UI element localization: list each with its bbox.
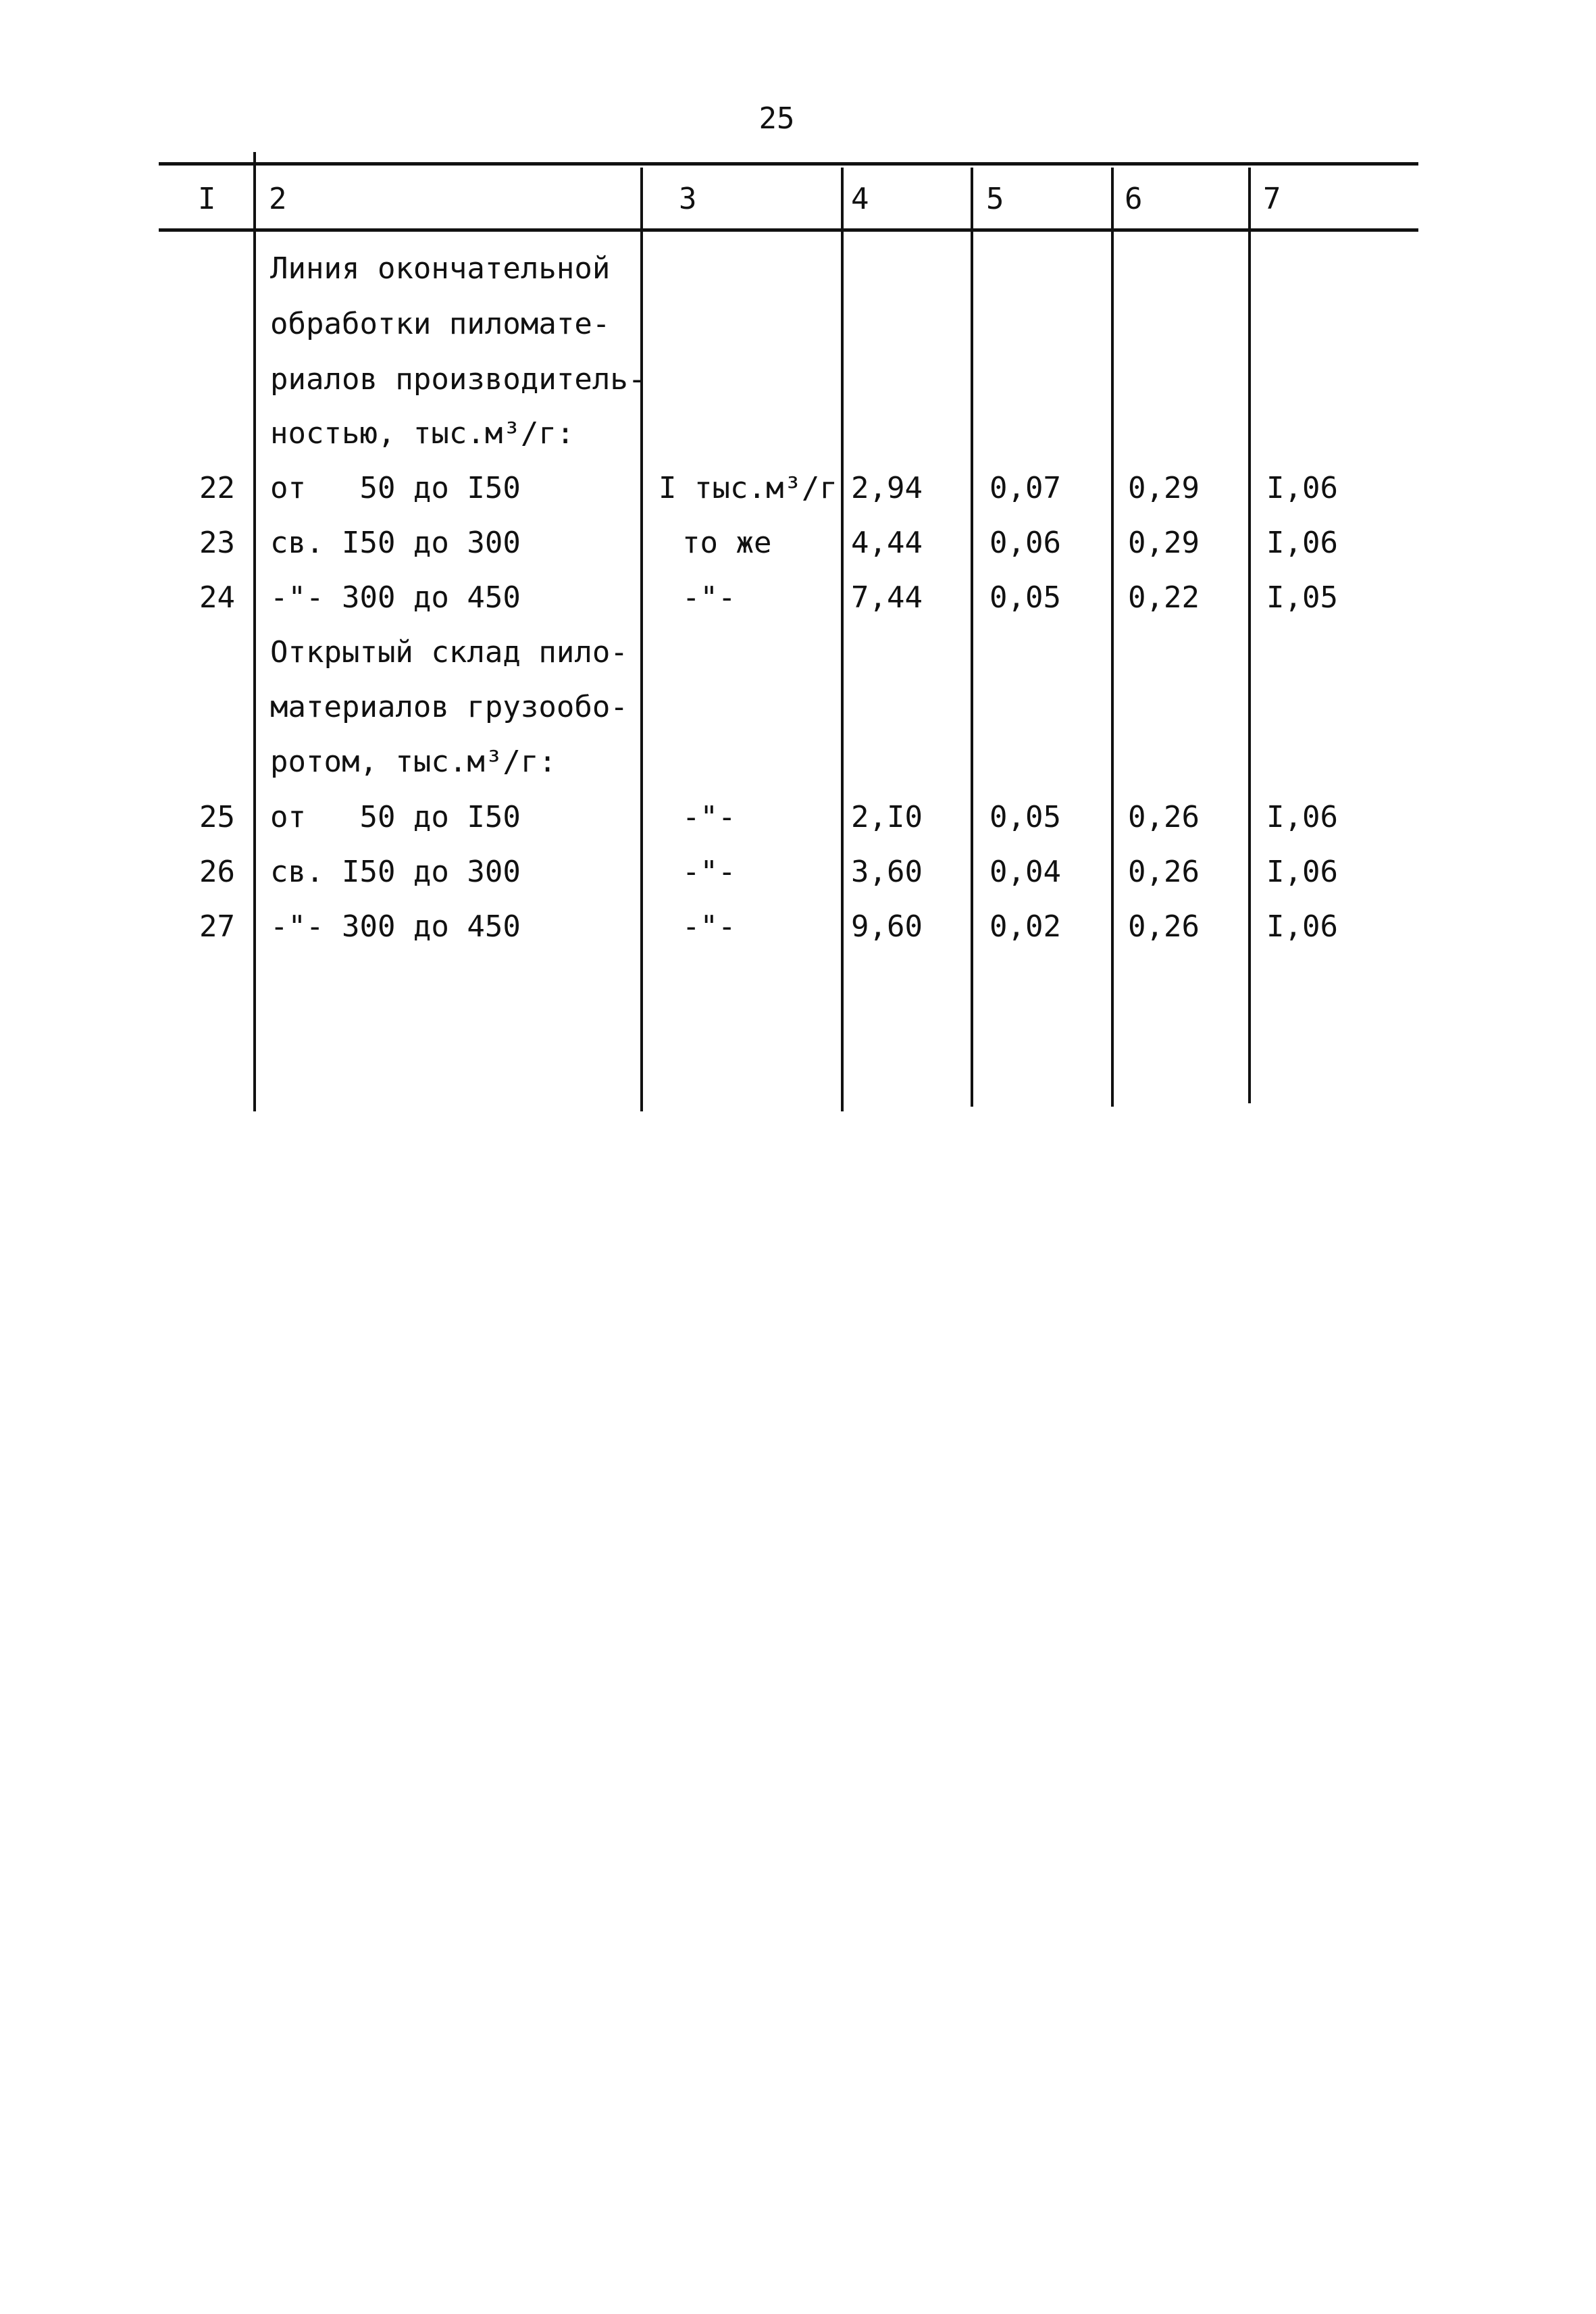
row-num: 24 [199,580,235,615]
row-col-6: 0,26 [1128,909,1200,944]
row-name: св. I50 до 300 [270,526,521,560]
column-divider-2 [640,168,643,1111]
row-col-6: 0,22 [1128,580,1200,615]
row-name: от 50 до I50 [270,800,521,834]
group-1-title-line-1: Линия окончательной [270,251,611,286]
row-col-6: 0,29 [1128,526,1200,560]
row-col-7: I,06 [1266,526,1338,560]
row-col-7: I,06 [1266,909,1338,944]
row-num: 25 [199,800,235,834]
header-col-3: 3 [679,182,697,216]
row-col-4: 2,I0 [851,800,923,834]
row-col-7: I,06 [1266,800,1338,834]
column-divider-1 [253,152,256,1111]
row-unit: -"- [682,800,736,834]
row-name: -"- 300 до 450 [270,909,521,944]
header-bottom-rule [159,228,1418,232]
row-col-5: 0,05 [989,800,1061,834]
table-top-rule [159,162,1418,166]
header-col-5: 5 [986,182,1004,216]
row-unit: то же [682,526,772,560]
row-name: св. I50 до 300 [270,855,521,889]
header-col-4: 4 [851,182,869,216]
row-col-5: 0,05 [989,580,1061,615]
row-col-4: 9,60 [851,909,923,944]
header-col-2: 2 [269,182,287,216]
row-num: 23 [199,526,235,560]
row-num: 22 [199,471,235,505]
header-col-7: 7 [1263,182,1281,216]
row-col-7: I,06 [1266,471,1338,505]
row-unit: -"- [682,855,736,889]
group-1-title-line-4: ностью, тыс.м³/г: [270,416,575,451]
row-col-4: 4,44 [851,526,923,560]
header-col-1: I [198,182,216,216]
column-divider-3 [841,168,844,1111]
row-name: от 50 до I50 [270,471,521,505]
row-col-6: 0,26 [1128,855,1200,889]
column-divider-5 [1111,168,1114,1107]
row-col-6: 0,29 [1128,471,1200,505]
row-num: 26 [199,855,235,889]
row-col-7: I,05 [1266,580,1338,615]
row-col-4: 3,60 [851,855,923,889]
column-divider-4 [971,168,973,1107]
row-col-5: 0,06 [989,526,1061,560]
group-2-title-line-1: Открытый склад пило- [270,635,628,670]
row-num: 27 [199,909,235,944]
group-1-title-line-3: риалов производитель- [270,362,646,397]
row-col-7: I,06 [1266,855,1338,889]
group-2-title-line-2: материалов грузообо- [270,690,628,724]
group-2-title-line-3: ротом, тыс.м³/г: [270,745,557,779]
column-divider-6 [1248,168,1251,1103]
row-col-4: 2,94 [851,471,923,505]
header-col-6: 6 [1125,182,1143,216]
row-unit: -"- [682,909,736,944]
row-col-5: 0,07 [989,471,1061,505]
row-unit: I тыс.м³/г [659,471,838,505]
page-number: 25 [758,101,795,136]
row-col-4: 7,44 [851,580,923,615]
row-name: -"- 300 до 450 [270,580,521,615]
row-col-5: 0,04 [989,855,1061,889]
row-col-6: 0,26 [1128,800,1200,834]
group-1-title-line-2: обработки пиломате- [270,307,611,341]
row-col-5: 0,02 [989,909,1061,944]
row-unit: -"- [682,580,736,615]
